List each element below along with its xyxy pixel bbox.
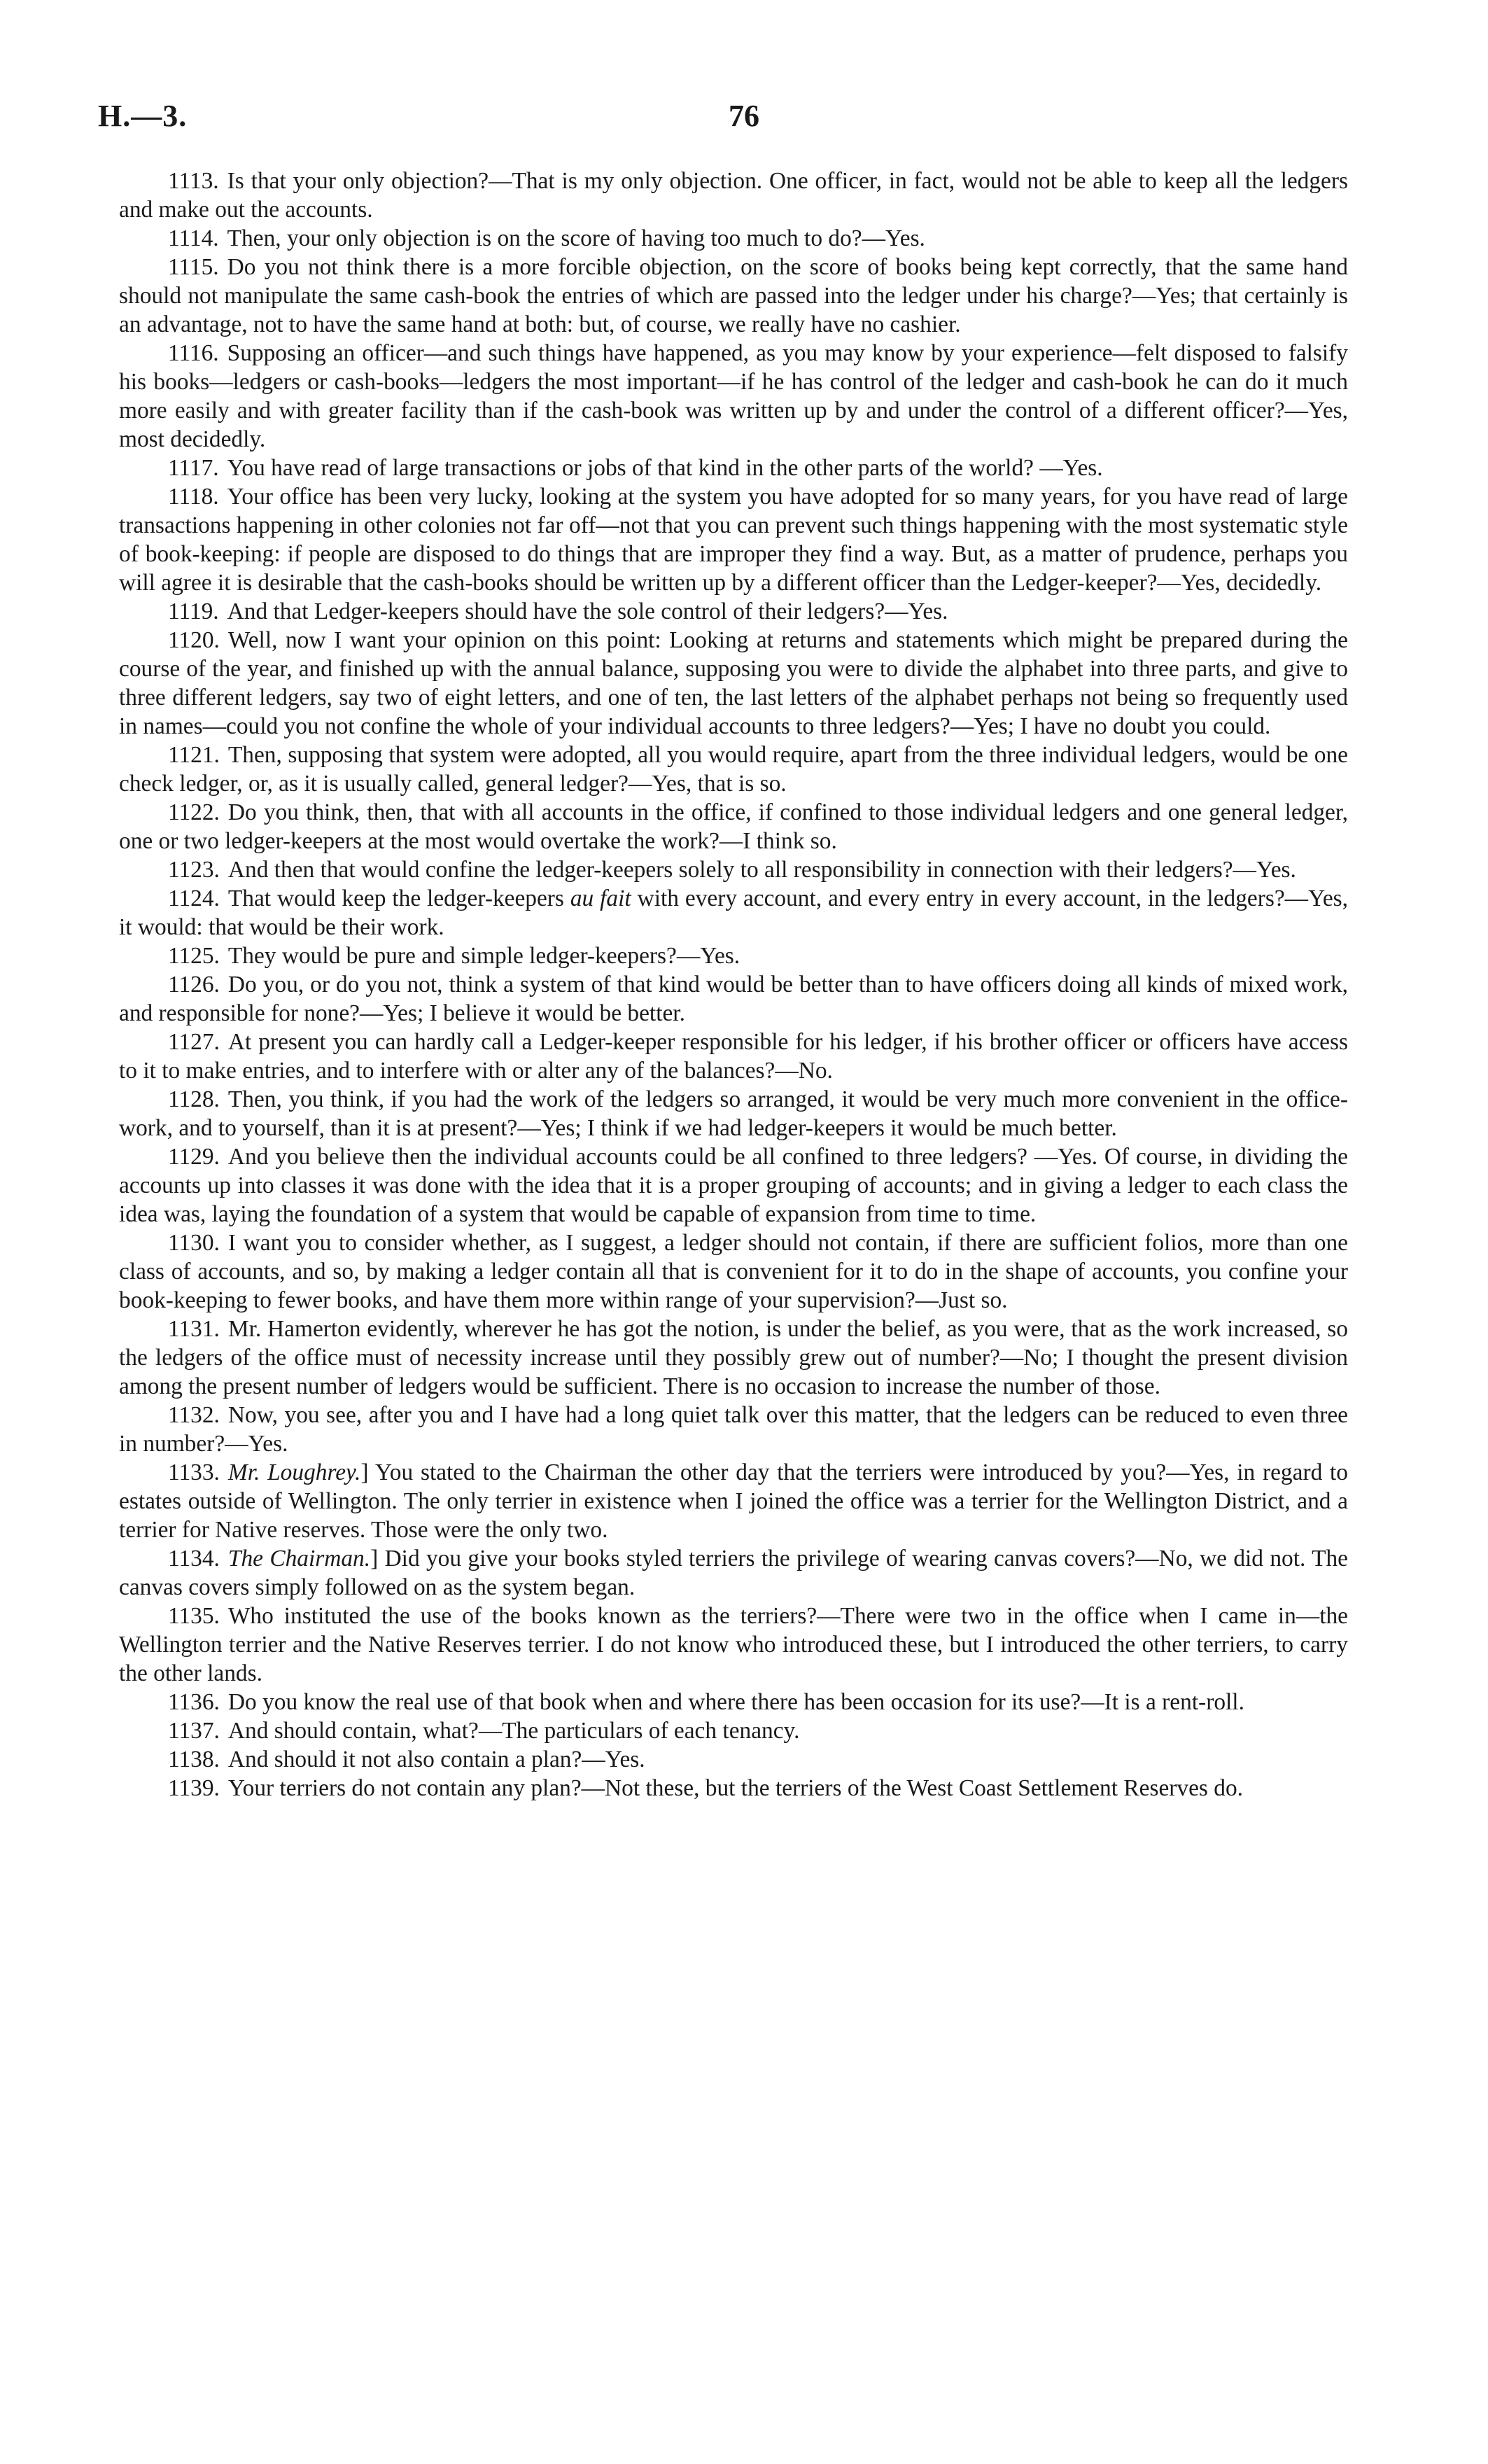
question-number: 1117. [168,455,219,481]
question-1113 [119,167,1348,224]
speaker-name: Mr. Loughrey. [227,1460,361,1485]
question-number: 1114. [168,225,219,251]
question-1124 [119,884,1348,941]
question-text: Your office has been very lucky, looking at the system you have adopted for so many years, for you have read of large transactions happening in other colonies not far off—not that you can prevent such things happening with the most systematic style of book-keeping: if people are disposed to do things that are improper they find a way. But, as a matter of prudence, perhaps you will agree it is desirable that the cash-books should be written up by a different officer than the Ledger-keeper?—Yes, decidedly. [119,484,1348,596]
question-text: And should contain, what?—The particulars of each tenancy. [227,1718,800,1744]
italic-phrase: au fait [570,886,631,911]
question-text: And should it not also contain a plan?—Yes. [227,1746,645,1772]
question-1139 [119,1774,1348,1802]
question-text: Do you, or do you not, think a system of that kind would be better than to have officers doing all kinds of mixed work, and responsible for none?—Yes; I believe it would be better. [119,972,1348,1026]
question-text: Do you think, then, that with all accounts in the office, if confined to those individual ledgers and one general ledger, one or two ledger-keepers at the most would overtake the work?—I think so. [119,799,1348,854]
question-number: 1133. [168,1460,220,1485]
question-1122 [119,798,1348,855]
question-text: Who instituted the use of the books known as the terriers?—There were two in the office when I came in—the Wellington terrier and the Native Reserves terrier. I do not know who introduced these, but I introduced the other terriers, to carry the other lands. [119,1603,1348,1686]
question-1120 [119,626,1348,741]
question-text: Do you not think there is a more forcible objection, on the score of books being kept correctly, that the same hand should not manipulate the same cash-book the entries of which are passed into the ledger under his charge?—Yes; that certainly is an advantage, not to have the same hand at both: but, of course, we really have no cashier. [119,254,1348,337]
question-number: 1113. [168,168,219,194]
question-1135 [119,1602,1348,1688]
question-text: Do you know the real use of that book when and where there has been occasion for its use?—It is a rent-roll. [227,1689,1244,1715]
question-1138 [119,1745,1348,1774]
question-number: 1135. [168,1603,220,1629]
question-text: At present you can hardly call a Ledger-keeper responsible for his ledger, if his brother officer or officers have access to it to make entries, and to interfere with or alter any of the balances?—No. [119,1029,1348,1084]
question-1115 [119,253,1348,339]
question-number: 1115. [168,254,219,280]
question-text: I want you to consider whether, as I suggest, a ledger should not contain, if there are sufficient folios, more than one class of accounts, and so, by making a ledger contain all that is convenient for it to do in the shape of accounts, you confine your book-keeping to fewer books, and have them more within range of your supervision?—Just so. [119,1230,1348,1313]
question-number: 1129. [168,1144,220,1170]
question-text-start: That would keep the ledger-keepers [227,886,570,911]
question-1128 [119,1085,1348,1142]
question-text: They would be pure and simple ledger-keepers?—Yes. [227,943,741,969]
question-number: 1136. [168,1689,220,1715]
question-number: 1120. [168,627,220,653]
question-text: Your terriers do not contain any plan?—Not these, but the terriers of the West Coast Settlement Reserves do. [227,1775,1244,1801]
question-number: 1138. [168,1746,220,1772]
question-number: 1128. [168,1086,220,1112]
question-1129 [119,1142,1348,1228]
page-header [98,98,1390,140]
question-number: 1131. [168,1316,220,1342]
question-number: 1127. [168,1029,220,1055]
question-text: Well, now I want your opinion on this point: Looking at returns and statements which might be prepared during the course of the year, and finished up with the annual balance, supposing you were to divide the alphabet into three parts, and give to three different ledgers, say two of eight letters, and one of ten, the last letters of the alphabet perhaps not being so frequently used in names—could you not confine the whole of your individual accounts to three ledgers?—Yes; I have no doubt you could. [119,627,1348,739]
question-text: ] You stated to the Chairman the other day that the terriers were introduced by you?—Yes, in regard to estates outside of Wellington. The only terrier in existence when I joined the office was a terrier for the Wellington District, and a terrier for Native reserves. Those were the only two. [119,1460,1349,1543]
question-text: Then, your only objection is on the score of having too much to do?—Yes. [227,225,925,251]
question-number: 1118. [168,484,219,510]
question-number: 1139. [168,1775,220,1801]
question-number: 1119. [168,598,219,624]
question-text: with every account, and every entry in every account, in the ledgers?—Yes, it would: that would be their work. [119,886,1348,940]
question-1123 [119,855,1348,884]
question-1118 [119,482,1348,597]
question-number: 1134. [168,1546,220,1572]
question-text: Now, you see, after you and I have had a long quiet talk over this matter, that the ledgers can be reduced to even three in number?—Yes. [119,1402,1348,1457]
question-text: ] Did you give your books styled terriers the privilege of wearing canvas covers?—No, we did not. The canvas covers simply followed on as the system began. [119,1546,1349,1600]
question-text: You have read of large transactions or jobs of that kind in the other parts of the world? —Yes. [227,455,1103,481]
question-text: Is that your only objection?—That is my only objection. One officer, in fact, would not be able to keep all the ledgers and make out the accounts. [119,168,1348,223]
question-number: 1116. [168,340,219,366]
question-number: 1123. [168,857,220,883]
question-number: 1122. [168,799,220,825]
question-number: 1126. [168,972,220,997]
speaker-name: The Chairman. [227,1546,371,1572]
question-text: Mr. Hamerton evidently, wherever he has got the notion, is under the belief, as you were, that as the work increased, so the ledgers of the office must of necessity increase until they possibly grew out of number?—No; I thought the present division among the present number of ledgers would be sufficient. There is no occasion to increase the number of those. [119,1316,1348,1399]
question-text: And then that would confine the ledger-keepers solely to all responsibility in connection with their ledgers?—Yes. [227,857,1296,883]
question-1116 [119,339,1348,454]
page-number: 76 [729,99,759,133]
question-text: Supposing an officer—and such things have happened, as you may know by your experience—felt disposed to falsify his books—ledgers or cash-books—ledgers the most important—if he has control of the ledger and cash-book he can do it much more easily and with greater facility than if the cash-book was written up by and under the control of a different officer?—Yes, most decidedly. [119,340,1348,452]
question-1136 [119,1688,1348,1716]
question-number: 1130. [168,1230,220,1256]
question-text: Then, supposing that system were adopted, all you would require, apart from the three individual ledgers, would be one check ledger, or, as it is usually called, general ledger?—Yes, that is so. [119,742,1348,797]
question-1133 [119,1458,1348,1544]
question-number: 1132. [168,1402,220,1428]
evidence-text [119,167,1348,1802]
question-1131 [119,1315,1348,1401]
question-1132 [119,1401,1348,1458]
question-1125 [119,941,1348,970]
question-number: 1124. [168,886,220,911]
question-text: Then, you think, if you had the work of the ledgers so arranged, it would be very much more convenient in the office-work, and to yourself, than it is at present?—Yes; I think if we had ledger-keepers it would be much better. [119,1086,1348,1141]
question-text: And you believe then the individual accounts could be all confined to three ledgers? —Yes. Of course, in dividing the accounts up into classes it was done with the idea that it is a proper grouping of accounts; and in giving a ledger to each class the idea was, laying the foundation of a system that would be capable of expansion from time to time. [119,1144,1348,1227]
question-1117 [119,454,1348,482]
question-1130 [119,1228,1348,1315]
question-number: 1137. [168,1718,220,1744]
question-1137 [119,1716,1348,1745]
question-1114 [119,224,1348,253]
document-reference: H.—3. [98,99,188,133]
question-number: 1125. [168,943,220,969]
question-1127 [119,1028,1348,1085]
question-text: And that Ledger-keepers should have the sole control of their ledgers?—Yes. [227,598,948,624]
question-1121 [119,741,1348,798]
question-1134 [119,1544,1348,1602]
question-1126 [119,970,1348,1028]
question-number: 1121. [168,742,220,768]
question-1119 [119,597,1348,626]
